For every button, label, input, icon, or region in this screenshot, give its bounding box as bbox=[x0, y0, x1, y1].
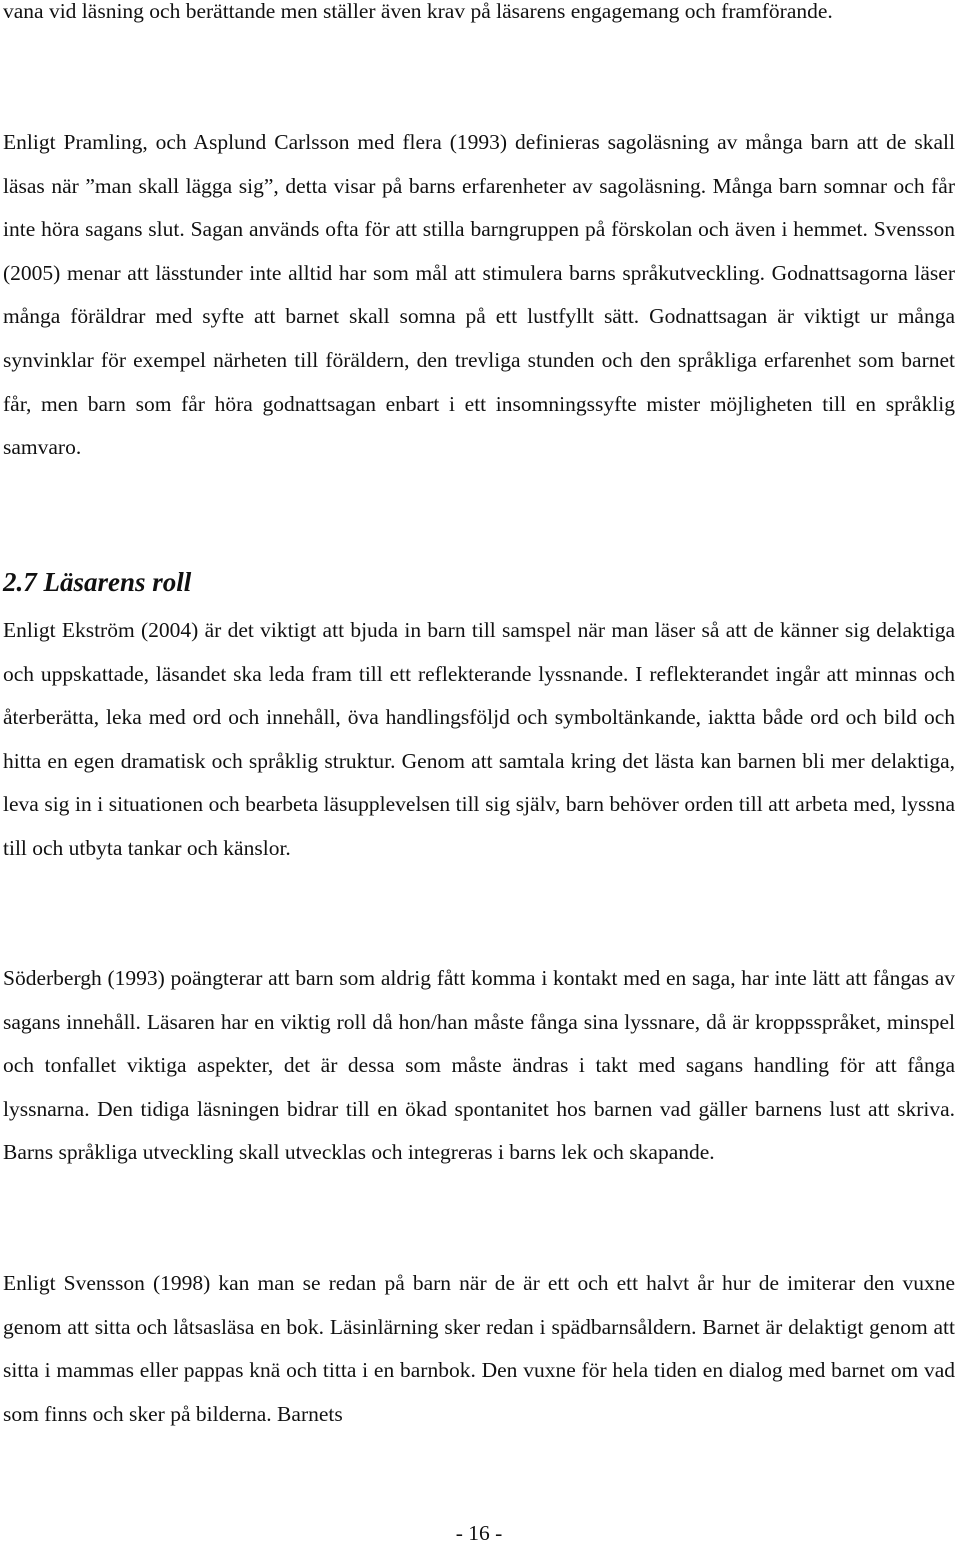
paragraph-continuation: vana vid läsning och berättande men ställer även krav på läsarens engagemang och framförande. bbox=[3, 0, 833, 23]
paragraph-soderbergh: Söderbergh (1993) poängterar att barn som aldrig fått komma i kontakt med en saga, har inte lätt att fångas av sagans innehåll. Läsaren har en viktig roll då hon/han måste fånga sina lyssnare, då är kroppsspråket, minspel och tonfallet viktiga aspekter, det är dessa som måste ändras i takt med sagans handling för att fånga lyssnarna. Den tidiga läsningen bidrar till en ökad spontanitet hos barnen vad gäller barnens lust att skriva. Barns språkliga utveckling skall utvecklas och integreras i barns lek och skapande. bbox=[3, 966, 955, 1165]
document-page bbox=[3, 0, 955, 1543]
page-number: - 16 - bbox=[455, 1521, 503, 1545]
paragraph-ekstrom: Enligt Ekström (2004) är det viktigt att bjuda in barn till samspel när man läser så att de känner sig delaktiga och uppskattade, läsandet ska leda fram till ett reflekterande lyssnande. I reflekterandet ingår att minnas och återberätta, leka med ord och innehåll, öva handlingsföljd och symboltänkande, iaktta både ord och bild och hitta en egen dramatisk och språklig struktur. Genom att samtala kring det lästa kan barnen bli mer delaktiga, leva sig in i situationen och bearbeta läsupplevelsen till sig själv, barn behöver orden till att arbeta med, lyssna till och utbyta tankar och känslor. bbox=[3, 618, 955, 860]
section-heading: 2.7 Läsarens roll bbox=[3, 567, 192, 597]
paragraph-svensson: Enligt Svensson (1998) kan man se redan på barn när de är ett och ett halvt år hur de imiterar den vuxne genom att sitta och låtsasläsa en bok. Läsinlärning sker redan i spädbarnsåldern. Barnet är delaktigt genom att sitta i mammas eller pappas knä och titta i en barnbok. Den vuxne för hela tiden en dialog med barnet om vad som finns och sker på bilderna. Barnets bbox=[3, 1271, 955, 1426]
paragraph-pramling: Enligt Pramling, och Asplund Carlsson med flera (1993) definieras sagoläsning av många barn att de skall läsas när ”man skall lägga sig”, detta visar på barns erfarenheter av sagoläsning. Många barn somnar och får inte höra sagans slut. Sagan används ofta för att stilla barngruppen på förskolan och även i hemmet. Svensson (2005) menar att lässtunder inte alltid har som mål att stimulera barns språkutveckling. Godnattsagorna läser många föräldrar med syfte att barnet skall somna på ett lustfyllt sätt. Godnattsagan är viktigt ur många synvinklar för exempel närheten till föräldern, den trevliga stunden och den språkliga erfarenhet som barnet får, men barn som får höra godnattsagan enbart i ett insomningssyfte mister möjligheten till en språklig samvaro. bbox=[3, 130, 955, 460]
